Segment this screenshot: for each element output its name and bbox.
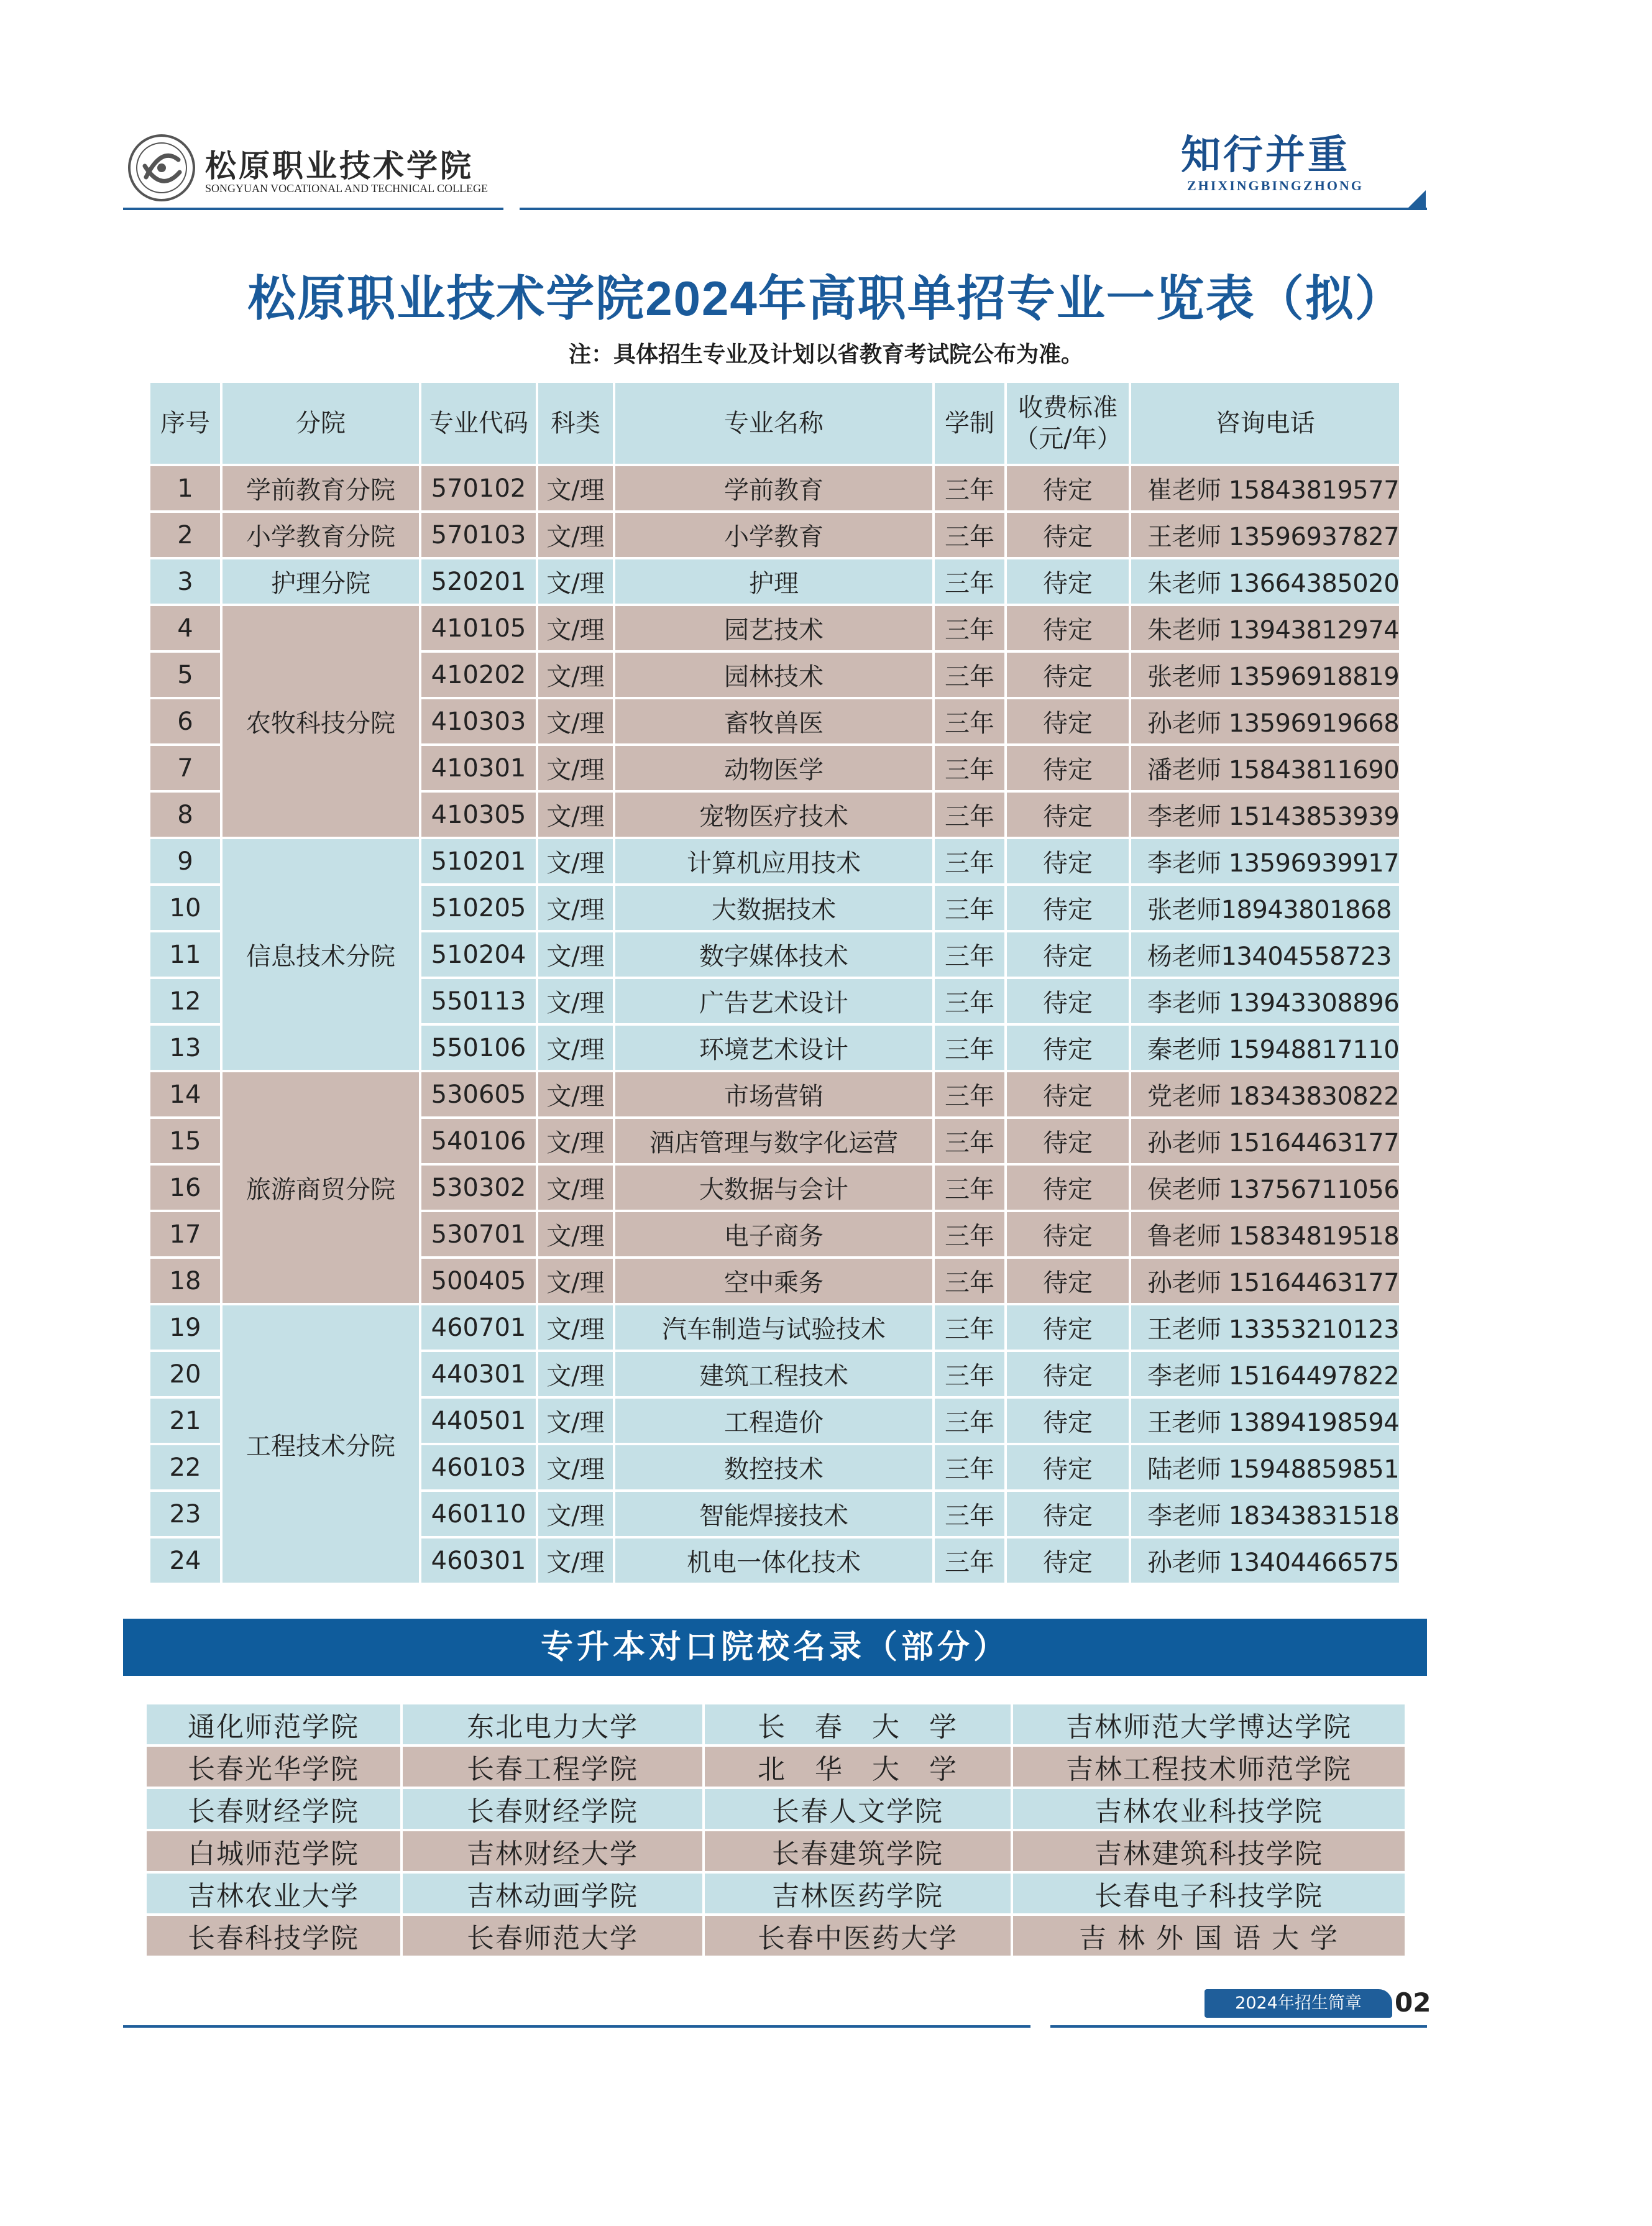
header-fee bbox=[1007, 383, 1129, 464]
school-name: 吉林农业大学 bbox=[147, 1874, 400, 1913]
cell-category: 文/理 bbox=[538, 653, 613, 697]
cell-fee: 待定 bbox=[1007, 653, 1129, 697]
cell-name: 空中乘务 bbox=[615, 1259, 932, 1303]
cell-name: 环境艺术设计 bbox=[615, 1026, 932, 1070]
cell-name: 建筑工程技术 bbox=[615, 1352, 932, 1396]
cell-phone: 崔老师 15843819577 bbox=[1131, 466, 1399, 510]
cell-fee: 待定 bbox=[1007, 1166, 1129, 1210]
cell-code: 550106 bbox=[421, 1026, 536, 1070]
cell-fee: 待定 bbox=[1007, 606, 1129, 650]
cell-duration: 三年 bbox=[935, 1538, 1004, 1583]
header-corner-accent bbox=[1407, 190, 1426, 209]
college-seal-icon bbox=[127, 134, 196, 202]
cell-duration: 三年 bbox=[935, 1026, 1004, 1070]
cell-fee: 待定 bbox=[1007, 1538, 1129, 1583]
cell-name: 学前教育 bbox=[615, 466, 932, 510]
cell-code: 410105 bbox=[421, 606, 536, 650]
cell-name: 电子商务 bbox=[615, 1212, 932, 1256]
cell-fee: 待定 bbox=[1007, 746, 1129, 790]
cell-duration: 三年 bbox=[935, 886, 1004, 930]
cell-category: 文/理 bbox=[538, 1026, 613, 1070]
cell-duration: 三年 bbox=[935, 1492, 1004, 1536]
cell-phone: 朱老师 13943812974 bbox=[1131, 606, 1399, 650]
cell-category: 文/理 bbox=[538, 1119, 613, 1163]
cell-phone: 杨老师13404558723 bbox=[1131, 932, 1399, 977]
cell-code: 540106 bbox=[421, 1119, 536, 1163]
school-row bbox=[147, 1916, 1405, 1956]
cell-name: 工程造价 bbox=[615, 1399, 932, 1443]
school-name: 长春财经学院 bbox=[147, 1789, 400, 1829]
header-duration: 学制 bbox=[935, 383, 1004, 464]
schools-table bbox=[144, 1702, 1407, 1958]
cell-fee: 待定 bbox=[1007, 932, 1129, 977]
cell-duration: 三年 bbox=[935, 932, 1004, 977]
cell-name: 小学教育 bbox=[615, 513, 932, 557]
cell-category: 文/理 bbox=[538, 1259, 613, 1303]
college-name-en: SONGYUAN VOCATIONAL AND TECHNICAL COLLEGE bbox=[205, 182, 488, 195]
cell-name: 计算机应用技术 bbox=[615, 839, 932, 883]
cell-duration: 三年 bbox=[935, 1352, 1004, 1396]
cell-code: 500405 bbox=[421, 1259, 536, 1303]
cell-code: 410303 bbox=[421, 699, 536, 743]
cell-name: 护理 bbox=[615, 559, 932, 604]
cell-category: 文/理 bbox=[538, 979, 613, 1023]
cell-no: 1 bbox=[150, 466, 220, 510]
cell-category: 文/理 bbox=[538, 1492, 613, 1536]
cell-duration: 三年 bbox=[935, 606, 1004, 650]
cell-code: 570102 bbox=[421, 466, 536, 510]
cell-fee: 待定 bbox=[1007, 699, 1129, 743]
cell-fee: 待定 bbox=[1007, 513, 1129, 557]
cell-duration: 三年 bbox=[935, 979, 1004, 1023]
cell-phone: 张老师18943801868 bbox=[1131, 886, 1399, 930]
header-phone: 咨询电话 bbox=[1131, 383, 1399, 464]
cell-phone: 潘老师 15843811690 bbox=[1131, 746, 1399, 790]
cell-phone: 孙老师 15164463177 bbox=[1131, 1119, 1399, 1163]
cell-phone: 李老师 15164497822 bbox=[1131, 1352, 1399, 1396]
table-header-row bbox=[150, 383, 1399, 464]
cell-category: 文/理 bbox=[538, 466, 613, 510]
page-number: 02 bbox=[1395, 1987, 1431, 2018]
cell-name: 机电一体化技术 bbox=[615, 1538, 932, 1583]
cell-category: 文/理 bbox=[538, 606, 613, 650]
school-row bbox=[147, 1789, 1405, 1829]
cell-category: 文/理 bbox=[538, 1445, 613, 1489]
cell-fee: 待定 bbox=[1007, 1119, 1129, 1163]
table-row bbox=[150, 559, 1399, 604]
cell-category: 文/理 bbox=[538, 1166, 613, 1210]
school-row bbox=[147, 1831, 1405, 1871]
cell-category: 文/理 bbox=[538, 793, 613, 837]
page-title: 松原职业技术学院2024年高职单招专业一览表（拟） bbox=[247, 271, 1405, 326]
cell-code: 460103 bbox=[421, 1445, 536, 1489]
cell-fee: 待定 bbox=[1007, 1026, 1129, 1070]
cell-phone: 党老师 18343830822 bbox=[1131, 1072, 1399, 1116]
school-name: 长春电子科技学院 bbox=[1013, 1874, 1405, 1913]
note: 注：具体招生专业及计划以省教育考试院公布为准。 bbox=[568, 342, 1083, 367]
cell-phone: 李老师 15143853939 bbox=[1131, 793, 1399, 837]
cell-no: 24 bbox=[150, 1538, 220, 1583]
cell-name: 宠物医疗技术 bbox=[615, 793, 932, 837]
school-name: 吉 林 外 国 语 大 学 bbox=[1013, 1916, 1405, 1956]
cell-category: 文/理 bbox=[538, 886, 613, 930]
motto-pinyin: ZHIXINGBINGZHONG bbox=[1187, 178, 1364, 193]
cell-name: 汽车制造与试验技术 bbox=[615, 1305, 932, 1350]
cell-name: 市场营销 bbox=[615, 1072, 932, 1116]
cell-duration: 三年 bbox=[935, 1305, 1004, 1350]
school-name: 长春光华学院 bbox=[147, 1747, 400, 1787]
cell-duration: 三年 bbox=[935, 1445, 1004, 1489]
cell-code: 510204 bbox=[421, 932, 536, 977]
cell-phone: 王老师 13353210123 bbox=[1131, 1305, 1399, 1350]
cell-fee: 待定 bbox=[1007, 559, 1129, 604]
cell-duration: 三年 bbox=[935, 699, 1004, 743]
cell-no: 4 bbox=[150, 606, 220, 650]
footer-badge bbox=[1205, 1989, 1392, 2018]
cell-code: 520201 bbox=[421, 559, 536, 604]
cell-duration: 三年 bbox=[935, 839, 1004, 883]
header-fee-line1: 收费标准 bbox=[1018, 393, 1117, 422]
cell-fee: 待定 bbox=[1007, 1352, 1129, 1396]
school-name: 吉林农业科技学院 bbox=[1013, 1789, 1405, 1829]
cell-fee: 待定 bbox=[1007, 979, 1129, 1023]
cell-division: 学前教育分院 bbox=[223, 466, 419, 510]
cell-phone: 孙老师 15164463177 bbox=[1131, 1259, 1399, 1303]
cell-category: 文/理 bbox=[538, 839, 613, 883]
school-name: 白城师范学院 bbox=[147, 1831, 400, 1871]
cell-division: 小学教育分院 bbox=[223, 513, 419, 557]
cell-duration: 三年 bbox=[935, 746, 1004, 790]
footer-badge-text: 2024年招生简章 bbox=[1235, 1994, 1362, 2013]
cell-duration: 三年 bbox=[935, 513, 1004, 557]
cell-code: 440301 bbox=[421, 1352, 536, 1396]
school-name: 通化师范学院 bbox=[147, 1704, 400, 1744]
cell-code: 530701 bbox=[421, 1212, 536, 1256]
school-name: 吉林建筑科技学院 bbox=[1013, 1831, 1405, 1871]
footer-divider-left bbox=[123, 2025, 1030, 2028]
cell-phone: 李老师 13943308896 bbox=[1131, 979, 1399, 1023]
college-name-cn: 松原职业技术学院 bbox=[205, 147, 474, 184]
cell-category: 文/理 bbox=[538, 513, 613, 557]
cell-duration: 三年 bbox=[935, 793, 1004, 837]
footer-divider-right bbox=[1050, 2025, 1427, 2028]
cell-code: 460110 bbox=[421, 1492, 536, 1536]
cell-name: 数控技术 bbox=[615, 1445, 932, 1489]
cell-category: 文/理 bbox=[538, 1072, 613, 1116]
cell-no: 8 bbox=[150, 793, 220, 837]
cell-no: 10 bbox=[150, 886, 220, 930]
cell-duration: 三年 bbox=[935, 1212, 1004, 1256]
table-row bbox=[150, 1072, 1399, 1116]
cell-code: 460701 bbox=[421, 1305, 536, 1350]
cell-no: 3 bbox=[150, 559, 220, 604]
cell-phone: 李老师 13596939917 bbox=[1131, 839, 1399, 883]
cell-no: 17 bbox=[150, 1212, 220, 1256]
cell-category: 文/理 bbox=[538, 1399, 613, 1443]
cell-category: 文/理 bbox=[538, 1212, 613, 1256]
table-row bbox=[150, 1305, 1399, 1350]
cell-fee: 待定 bbox=[1007, 1445, 1129, 1489]
cell-fee: 待定 bbox=[1007, 1399, 1129, 1443]
cell-category: 文/理 bbox=[538, 1538, 613, 1583]
cell-code: 550113 bbox=[421, 979, 536, 1023]
cell-category: 文/理 bbox=[538, 559, 613, 604]
cell-fee: 待定 bbox=[1007, 793, 1129, 837]
cell-fee: 待定 bbox=[1007, 839, 1129, 883]
school-name: 长春人文学院 bbox=[705, 1789, 1011, 1829]
cell-code: 460301 bbox=[421, 1538, 536, 1583]
table-row bbox=[150, 606, 1399, 650]
cell-category: 文/理 bbox=[538, 932, 613, 977]
cell-category: 文/理 bbox=[538, 1305, 613, 1350]
cell-division: 农牧科技分院 bbox=[223, 606, 419, 837]
cell-no: 18 bbox=[150, 1259, 220, 1303]
cell-no: 6 bbox=[150, 699, 220, 743]
table-row bbox=[150, 513, 1399, 557]
cell-name: 大数据技术 bbox=[615, 886, 932, 930]
cell-division: 工程技术分院 bbox=[223, 1305, 419, 1583]
school-row bbox=[147, 1747, 1405, 1787]
cell-fee: 待定 bbox=[1007, 886, 1129, 930]
header-name: 专业名称 bbox=[615, 383, 932, 464]
cell-name: 酒店管理与数字化运营 bbox=[615, 1119, 932, 1163]
cell-phone: 朱老师 13664385020 bbox=[1131, 559, 1399, 604]
cell-duration: 三年 bbox=[935, 1166, 1004, 1210]
cell-division: 信息技术分院 bbox=[223, 839, 419, 1070]
cell-phone: 侯老师 13756711056 bbox=[1131, 1166, 1399, 1210]
cell-duration: 三年 bbox=[935, 466, 1004, 510]
cell-duration: 三年 bbox=[935, 1072, 1004, 1116]
cell-name: 园艺技术 bbox=[615, 606, 932, 650]
school-row bbox=[147, 1874, 1405, 1913]
cell-phone: 王老师 13894198594 bbox=[1131, 1399, 1399, 1443]
cell-name: 畜牧兽医 bbox=[615, 699, 932, 743]
cell-no: 7 bbox=[150, 746, 220, 790]
cell-division: 护理分院 bbox=[223, 559, 419, 604]
school-name: 北 华 大 学 bbox=[705, 1747, 1011, 1787]
cell-no: 23 bbox=[150, 1492, 220, 1536]
cell-code: 530605 bbox=[421, 1072, 536, 1116]
table-row bbox=[150, 466, 1399, 510]
school-row bbox=[147, 1704, 1405, 1744]
cell-name: 智能焊接技术 bbox=[615, 1492, 932, 1536]
cell-fee: 待定 bbox=[1007, 466, 1129, 510]
school-name: 吉林动画学院 bbox=[403, 1874, 702, 1913]
cell-no: 2 bbox=[150, 513, 220, 557]
cell-category: 文/理 bbox=[538, 1352, 613, 1396]
cell-no: 19 bbox=[150, 1305, 220, 1350]
cell-division: 旅游商贸分院 bbox=[223, 1072, 419, 1303]
cell-duration: 三年 bbox=[935, 559, 1004, 604]
cell-no: 13 bbox=[150, 1026, 220, 1070]
school-name: 吉林师范大学博达学院 bbox=[1013, 1704, 1405, 1744]
cell-code: 530302 bbox=[421, 1166, 536, 1210]
cell-phone: 王老师 13596937827 bbox=[1131, 513, 1399, 557]
cell-name: 动物医学 bbox=[615, 746, 932, 790]
school-name: 吉林财经大学 bbox=[403, 1831, 702, 1871]
cell-duration: 三年 bbox=[935, 1119, 1004, 1163]
school-name: 长春工程学院 bbox=[403, 1747, 702, 1787]
cell-phone: 李老师 18343831518 bbox=[1131, 1492, 1399, 1536]
school-name: 长春建筑学院 bbox=[705, 1831, 1011, 1871]
cell-no: 11 bbox=[150, 932, 220, 977]
school-name: 长春财经学院 bbox=[403, 1789, 702, 1829]
cell-no: 21 bbox=[150, 1399, 220, 1443]
cell-name: 广告艺术设计 bbox=[615, 979, 932, 1023]
cell-fee: 待定 bbox=[1007, 1212, 1129, 1256]
cell-code: 410305 bbox=[421, 793, 536, 837]
cell-category: 文/理 bbox=[538, 699, 613, 743]
cell-fee: 待定 bbox=[1007, 1259, 1129, 1303]
cell-fee: 待定 bbox=[1007, 1072, 1129, 1116]
cell-name: 数字媒体技术 bbox=[615, 932, 932, 977]
cell-no: 5 bbox=[150, 653, 220, 697]
cell-phone: 鲁老师 15834819518 bbox=[1131, 1212, 1399, 1256]
cell-no: 9 bbox=[150, 839, 220, 883]
cell-duration: 三年 bbox=[935, 1399, 1004, 1443]
cell-no: 22 bbox=[150, 1445, 220, 1489]
cell-code: 410202 bbox=[421, 653, 536, 697]
cell-phone: 陆老师 15948859851 bbox=[1131, 1445, 1399, 1489]
schools-banner bbox=[123, 1619, 1427, 1676]
majors-table bbox=[148, 380, 1402, 1585]
cell-duration: 三年 bbox=[935, 653, 1004, 697]
cell-phone: 张老师 13596918819 bbox=[1131, 653, 1399, 697]
cell-code: 410301 bbox=[421, 746, 536, 790]
cell-fee: 待定 bbox=[1007, 1492, 1129, 1536]
cell-code: 440501 bbox=[421, 1399, 536, 1443]
header-no: 序号 bbox=[150, 383, 220, 464]
school-name: 吉林医药学院 bbox=[705, 1874, 1011, 1913]
school-name: 长春科技学院 bbox=[147, 1916, 400, 1956]
cell-code: 510205 bbox=[421, 886, 536, 930]
header-division: 分院 bbox=[223, 383, 419, 464]
cell-category: 文/理 bbox=[538, 746, 613, 790]
cell-phone: 孙老师 13404466575 bbox=[1131, 1538, 1399, 1583]
cell-name: 园林技术 bbox=[615, 653, 932, 697]
cell-phone: 孙老师 13596919668 bbox=[1131, 699, 1399, 743]
cell-no: 12 bbox=[150, 979, 220, 1023]
school-name: 长 春 大 学 bbox=[705, 1704, 1011, 1744]
header-category: 科类 bbox=[538, 383, 613, 464]
cell-no: 15 bbox=[150, 1119, 220, 1163]
cell-duration: 三年 bbox=[935, 1259, 1004, 1303]
cell-fee: 待定 bbox=[1007, 1305, 1129, 1350]
cell-name: 大数据与会计 bbox=[615, 1166, 932, 1210]
school-name: 东北电力大学 bbox=[403, 1704, 702, 1744]
motto: 知行并重 bbox=[1181, 132, 1350, 178]
header-divider-right bbox=[520, 208, 1427, 210]
school-name: 长春中医药大学 bbox=[705, 1916, 1011, 1956]
cell-no: 14 bbox=[150, 1072, 220, 1116]
cell-phone: 秦老师 15948817110 bbox=[1131, 1026, 1399, 1070]
school-name: 吉林工程技术师范学院 bbox=[1013, 1747, 1405, 1787]
school-name: 长春师范大学 bbox=[403, 1916, 702, 1956]
cell-code: 510201 bbox=[421, 839, 536, 883]
cell-code: 570103 bbox=[421, 513, 536, 557]
cell-no: 20 bbox=[150, 1352, 220, 1396]
header-code: 专业代码 bbox=[421, 383, 536, 464]
header-fee-line2: （元/年） bbox=[1014, 425, 1122, 453]
header-divider-left bbox=[123, 208, 503, 210]
cell-no: 16 bbox=[150, 1166, 220, 1210]
schools-banner-title: 专升本对口院校名录（部分） bbox=[540, 1629, 1009, 1666]
table-row bbox=[150, 839, 1399, 883]
